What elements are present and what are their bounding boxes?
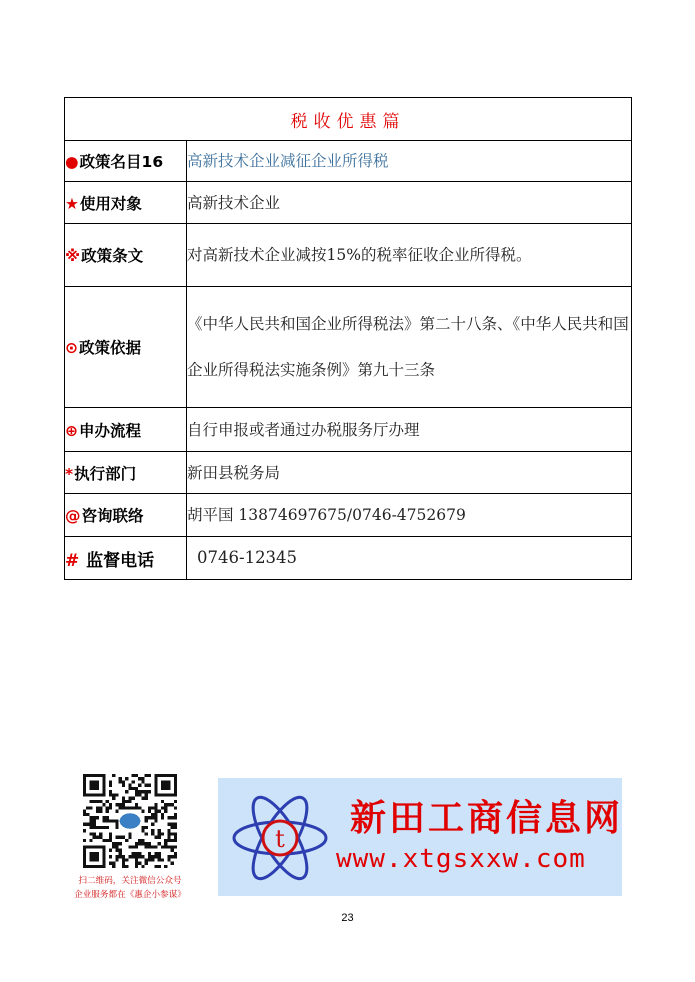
row-label: *执行部门 — [65, 452, 187, 494]
qr-block — [66, 774, 194, 902]
logo-letter: t — [275, 825, 285, 853]
banner-url[interactable]: www.xtgsxxw.com — [336, 844, 586, 874]
bullet-icon: ● — [65, 153, 79, 171]
page-number: 23 — [341, 912, 354, 924]
process-value: 自行申报或者通过办税服务厅办理 — [187, 408, 632, 452]
table-row-basis — [65, 287, 632, 408]
row-label: ※政策条文 — [65, 224, 187, 287]
dept-value: 新田县税务局 — [187, 452, 632, 494]
target-value: 高新技术企业 — [187, 182, 632, 224]
row-label: # 监督电话 — [65, 537, 187, 580]
banner-title: 新田工商信息网 — [350, 798, 624, 839]
table-row-process — [65, 408, 632, 452]
row-label: @咨询联络 — [65, 494, 187, 537]
row-label: ★使用对象 — [65, 182, 187, 224]
at-sign-icon: @ — [65, 507, 81, 525]
basis-value: 《中华人民共和国企业所得税法》第二十八条、《中华人民共和国企业所得税法实施条例》第九十三条 — [187, 287, 632, 408]
table-row-contact — [65, 494, 632, 537]
table-row-target — [65, 182, 632, 224]
circled-dot-icon: ⊙ — [65, 339, 78, 357]
row-label: ●政策名目16 — [65, 141, 187, 182]
article-value: 对高新技术企业减按15%的税率征收企业所得税。 — [187, 224, 632, 287]
site-banner[interactable] — [218, 778, 622, 896]
hash-icon: # — [65, 550, 80, 571]
table-row-policy-name — [65, 141, 632, 182]
contact-value: 胡平国 13874697675/0746-4752679 — [187, 494, 632, 537]
row-label: ⊕申办流程 — [65, 408, 187, 452]
qr-caption-line1: 扫二维码，关注微信公众号 — [78, 876, 182, 886]
row-label: ⊙政策依据 — [65, 287, 187, 408]
policy-name-value: 高新技术企业减征企业所得税 — [187, 141, 632, 182]
table-title: 税收优惠篇 — [65, 98, 632, 141]
qr-caption-line2: 企业服务都在《惠企小参谋》 — [74, 890, 186, 900]
table-row-supervision — [65, 537, 632, 580]
star-icon: ★ — [65, 194, 79, 213]
circled-plus-icon: ⊕ — [65, 421, 78, 440]
asterisk-icon: * — [65, 464, 74, 483]
reference-mark-icon: ※ — [65, 247, 81, 265]
policy-table — [64, 97, 632, 580]
table-row-article — [65, 224, 632, 287]
atom-logo-icon — [228, 790, 332, 886]
supervision-phone-value: 0746-12345 — [187, 537, 632, 580]
qr-code-icon[interactable] — [78, 774, 182, 868]
table-row-dept — [65, 452, 632, 494]
